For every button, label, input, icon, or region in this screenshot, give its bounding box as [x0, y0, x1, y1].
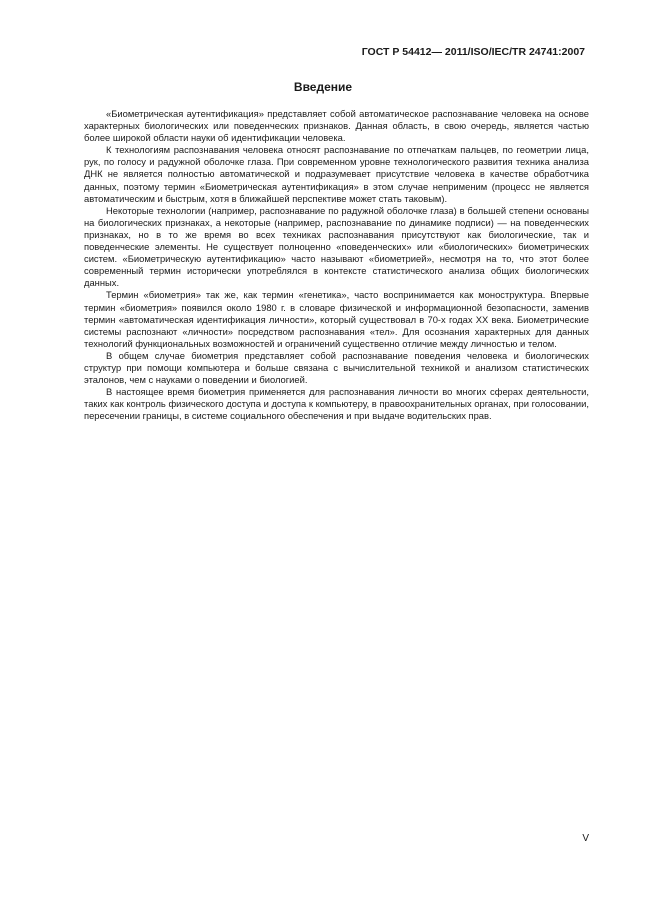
paragraph: Некоторые технологии (например, распознавание по радужной оболочке глаза) в большей степени основаны на биологических признаках, а некоторые (например, распознавание по динамике подписи) — на поведенческих признаках, но в то же время во всех техниках распознавания присутствуют как биологические, так и поведенческие элементы. Не существует полноценно «поведенческих» или «биологических» биометрических систем. «Биометрическую аутентификацию» часто называют «биометрией», несмотря на то, что этот более современный термин исторически употреблялся в контексте статистического анализа общих биологических данных.: [84, 204, 589, 289]
section-body: [84, 108, 589, 422]
section-title: Введение: [293, 80, 353, 94]
paragraph: К технологиям распознавания человека относят распознавание по отпечаткам пальцев, по геометрии лица, рук, по голосу и радужной оболочке глаза. При современном уровне технологического развития техника анализа ДНК не является полностью автоматической и подразумевает присутствие человека в качестве обработчика данных, поэтому термин «Биометрическая аутентификация» в этом случае неприменим (процесс не является автоматическим и быстрым, хотя в ближайшей перспективе может стать таковым).: [84, 144, 589, 204]
standard-code-header: ГОСТ Р 54412— 2011/ISO/IEC/TR 24741:2007: [361, 46, 585, 58]
paragraph: В настоящее время биометрия применяется для распознавания личности во многих сферах деятельности, таких как контроль физического доступа и доступа к компьютеру, в правоохранительных органах, при голосовании, пересечении границы, в системе социального обеспечения и при выдаче водительских прав.: [84, 386, 589, 422]
paragraph: В общем случае биометрия представляет собой распознавание поведения человека и биологических структур при помощи компьютера и больше связана с вычислительной техникой и анализом статистических эталонов, чем с науками о поведении и биологией.: [84, 349, 589, 386]
page-number: V: [582, 833, 589, 844]
paragraph: «Биометрическая аутентификация» представляет собой автоматическое распознавание человека на основе характерных биологических или поведенческих признаков. Данная область, в свою очередь, является частью более широкой области науки об идентификации человека.: [84, 108, 589, 144]
paragraph: Термин «биометрия» так же, как термин «генетика», часто воспринимается как моноструктура. Впервые термин «биометрия» появился около 1980 г. в словаре физической и информационной безопасности, заменив термин «автоматическая идентификация личности», который существовал в 70-х годах XX века. Биометрические системы распознают «личности» посредством распознавания «тел». Для осознания характерных для данных технологий функциональных возможностей и ограничений существенно отличие между личностью и телом.: [84, 289, 589, 349]
